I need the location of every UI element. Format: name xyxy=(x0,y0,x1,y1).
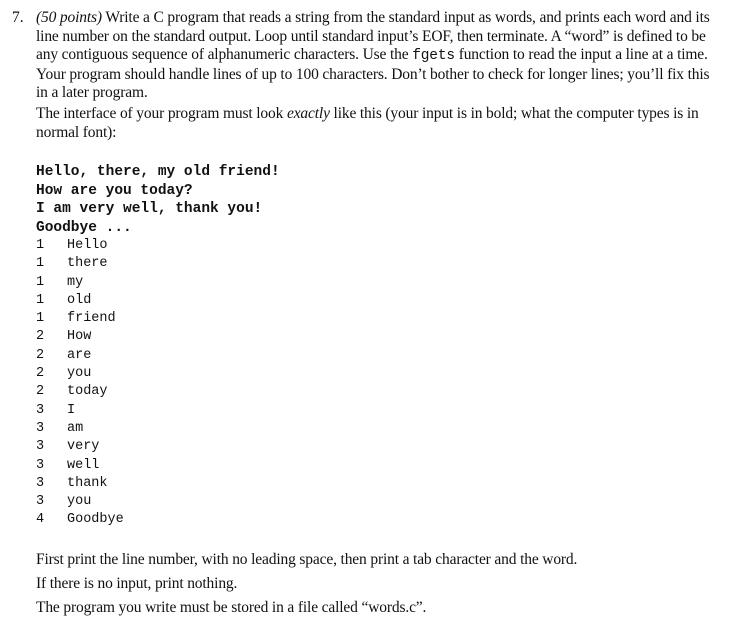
output-word: am xyxy=(67,420,84,436)
output-line-number: 1 xyxy=(36,292,45,308)
no-input-note: If there is no input, print nothing. xyxy=(36,575,238,592)
output-row xyxy=(36,237,280,255)
output-row xyxy=(36,420,280,438)
output-word: I xyxy=(67,402,76,418)
filename-note: The program you write must be stored in a file called “words.c”. xyxy=(36,599,427,616)
output-row xyxy=(36,383,280,401)
output-word: Hello xyxy=(67,238,108,253)
output-row xyxy=(36,347,280,365)
output-line-number: 2 xyxy=(36,329,45,345)
interface-text-1: The interface of your program must look xyxy=(36,105,287,122)
interface-text-2: like this (your input is in bold; what the computer types is in normal font): xyxy=(36,105,699,141)
input-line: Goodbye ... xyxy=(36,219,132,236)
output-row xyxy=(36,365,280,383)
output-row xyxy=(36,292,280,310)
output-line-number: 3 xyxy=(36,420,45,436)
output-line-number: 1 xyxy=(36,311,45,327)
output-line-number: 1 xyxy=(36,256,45,272)
output-row xyxy=(36,493,280,511)
input-line: I am very well, thank you! xyxy=(36,201,263,217)
output-line-number: 3 xyxy=(36,475,45,491)
output-row xyxy=(36,255,280,273)
output-line-number: 3 xyxy=(36,457,45,473)
output-word: Goodbye xyxy=(67,512,124,528)
output-row xyxy=(36,274,280,292)
output-word: well xyxy=(67,457,100,473)
points-label: (50 points) xyxy=(36,9,102,26)
output-row xyxy=(36,310,280,328)
output-row xyxy=(36,511,280,529)
question-number: 7. xyxy=(12,9,24,26)
output-word: you xyxy=(67,366,92,382)
output-word: thank xyxy=(67,475,108,491)
output-line-number: 1 xyxy=(36,238,45,253)
output-word: How xyxy=(67,329,92,345)
question-prompt xyxy=(36,9,718,103)
output-word: you xyxy=(67,494,92,510)
output-line-number: 3 xyxy=(36,494,45,510)
interface-description xyxy=(36,105,718,142)
output-word: old xyxy=(67,292,92,308)
function-name: fgets xyxy=(412,48,455,64)
output-word: today xyxy=(67,384,108,400)
output-line-number: 3 xyxy=(36,402,45,418)
output-line-number: 2 xyxy=(36,347,45,363)
output-line-number: 4 xyxy=(36,512,45,528)
output-line-number: 2 xyxy=(36,384,45,400)
output-word: very xyxy=(67,439,100,455)
input-line: How are you today? xyxy=(36,182,193,199)
interface-emphasis: exactly xyxy=(286,105,330,122)
prompt-text-2: function to read the input a line at a time. Your program should handle lines of up to 100 characters. Don’t bother to check for longer lines; you’ll fix this in a later program. xyxy=(36,46,710,101)
output-word: my xyxy=(67,274,84,290)
output-row xyxy=(36,402,280,420)
output-word: there xyxy=(67,256,108,272)
output-row xyxy=(36,475,280,493)
output-row xyxy=(36,457,280,475)
output-word: friend xyxy=(67,311,116,327)
output-row xyxy=(36,328,280,346)
input-line: Hello, there, my old friend! xyxy=(36,164,280,180)
output-line-number: 3 xyxy=(36,439,45,455)
output-line-number: 2 xyxy=(36,366,45,382)
output-line-number: 1 xyxy=(36,274,45,290)
prompt-text-1: Write a C program that reads a string from the standard input as words, and prints each word and its line number on the standard output. Loop until standard input’s EOF, then terminate. A “word” is defined to be any contiguous sequence of alphanumeric characters. Use the xyxy=(36,9,710,63)
output-row xyxy=(36,438,280,456)
example-session xyxy=(36,163,280,530)
output-word: are xyxy=(67,347,92,363)
format-note: First print the line number, with no leading space, then print a tab character and the word. xyxy=(36,551,578,568)
